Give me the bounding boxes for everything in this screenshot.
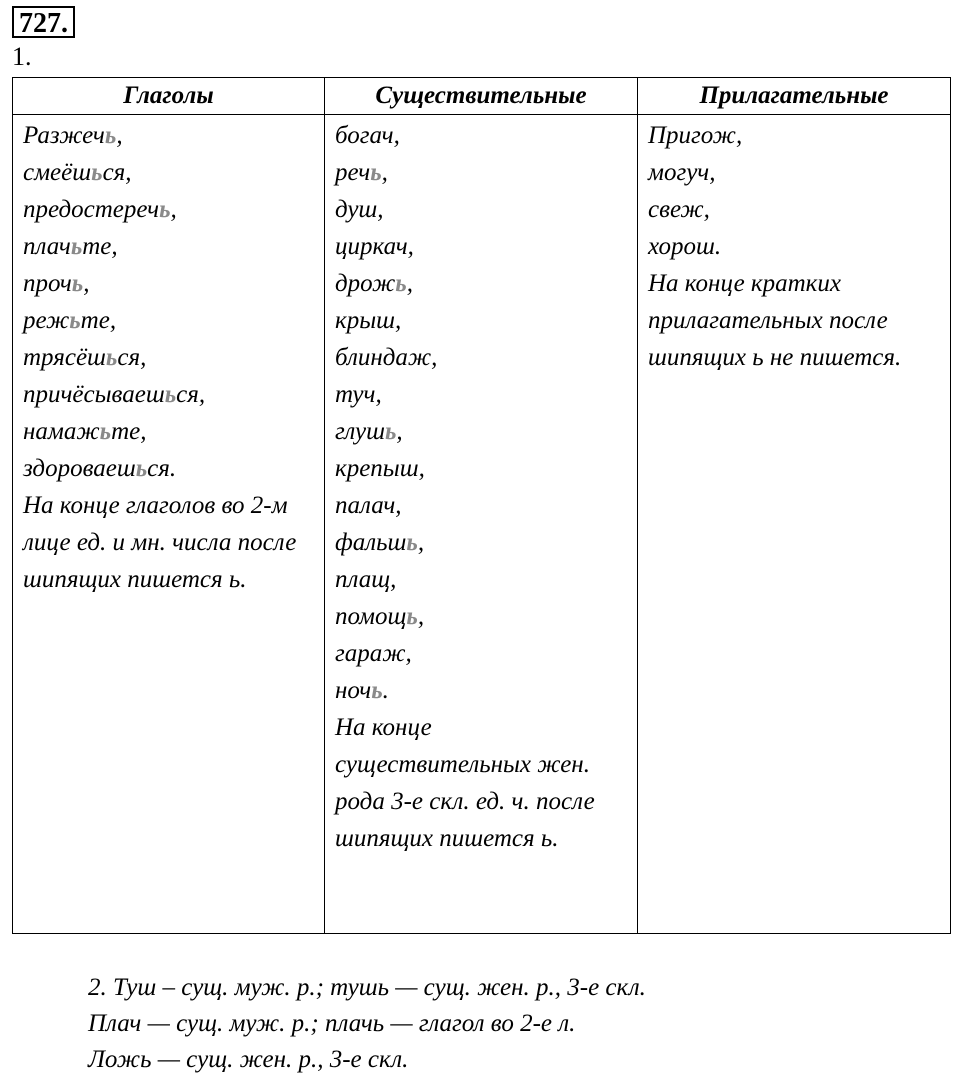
part-number: 1. [12, 42, 32, 71]
soft-sign-highlight: ь [69, 307, 81, 334]
word-entry: намажьте, [23, 418, 147, 445]
header-nouns: Существительные [325, 78, 638, 115]
soft-sign-highlight: ь [371, 677, 383, 704]
word-entry: гараж, [335, 640, 412, 667]
soft-sign-highlight: ь [406, 603, 418, 630]
header-verbs: Глаголы [13, 78, 325, 115]
soft-sign-highlight: ь [159, 196, 171, 223]
rule-note: На конце кратких прилагательных после шипящих ь не пишется. [648, 270, 902, 371]
word-entry: крыш, [335, 307, 402, 334]
word-entry: причёсываешься, [23, 381, 206, 408]
soft-sign-highlight: ь [135, 455, 148, 482]
word-entry: предостеречь, [23, 196, 177, 223]
word-entry: крепыш, [335, 455, 425, 482]
table-body-row [13, 115, 951, 934]
word-entry: блиндаж, [335, 344, 438, 371]
word-entry: режьте, [23, 307, 117, 334]
word-entry: прочь, [23, 270, 90, 297]
word-entry: помощь, [335, 603, 425, 630]
word-entry: здороваешься. [23, 455, 177, 482]
answer-line: 2. Туш – сущ. муж. р.; тушь — сущ. жен. р., 3-е скл. [88, 974, 646, 1001]
word-entry: плащ, [335, 566, 397, 593]
column-verbs [13, 115, 325, 934]
soft-sign-highlight: ь [406, 529, 418, 556]
rule-note: На конце существительных жен. рода 3-е скл. ед. ч. после шипящих пишется ь. [335, 714, 595, 852]
word-entry: глушь, [335, 418, 403, 445]
column-adjectives [638, 115, 951, 934]
word-entry: ночь. [335, 677, 389, 704]
word-entry: свеж, [648, 196, 710, 223]
word-entry: трясёшься, [23, 344, 147, 371]
word-entry: хорош. [648, 233, 722, 260]
task-number: 727. [12, 6, 75, 38]
soft-sign-highlight: ь [99, 418, 112, 445]
soft-sign-highlight: ь [104, 122, 117, 149]
soft-sign-highlight: ь [70, 233, 83, 260]
word-entry: Пригож, [648, 122, 743, 149]
word-entry: циркач, [335, 233, 414, 260]
soft-sign-highlight: ь [71, 270, 84, 297]
answer-line: Плач — сущ. муж. р.; плачь — глагол во 2-е л. [88, 1010, 576, 1037]
soft-sign-highlight: ь [164, 381, 177, 408]
word-entry: Разжечь, [23, 122, 123, 149]
word-entry: речь, [335, 159, 388, 186]
table-header-row [13, 78, 951, 115]
soft-sign-highlight: ь [105, 344, 118, 371]
word-entry: богач, [335, 122, 400, 149]
word-entry: плачьте, [23, 233, 118, 260]
soft-sign-highlight: ь [395, 270, 407, 297]
soft-sign-highlight: ь [384, 418, 397, 445]
answer-block [88, 970, 646, 1078]
answer-line: Ложь — сущ. жен. р., 3-е скл. [88, 1046, 409, 1073]
word-table [12, 77, 951, 934]
rule-note: На конце глаголов во 2-м лице ед. и мн. числа после шипящих пишется ь. [23, 492, 297, 593]
word-entry: дрожь, [335, 270, 413, 297]
word-entry: душ, [335, 196, 384, 223]
word-entry: туч, [335, 381, 382, 408]
soft-sign-highlight: ь [370, 159, 382, 186]
word-entry: палач, [335, 492, 402, 519]
word-entry: могуч, [648, 159, 716, 186]
word-entry: фальшь, [335, 529, 425, 556]
header-adjectives: Прилагательные [638, 78, 951, 115]
word-entry: смеёшься, [23, 159, 132, 186]
column-nouns [325, 115, 638, 934]
soft-sign-highlight: ь [91, 159, 103, 186]
